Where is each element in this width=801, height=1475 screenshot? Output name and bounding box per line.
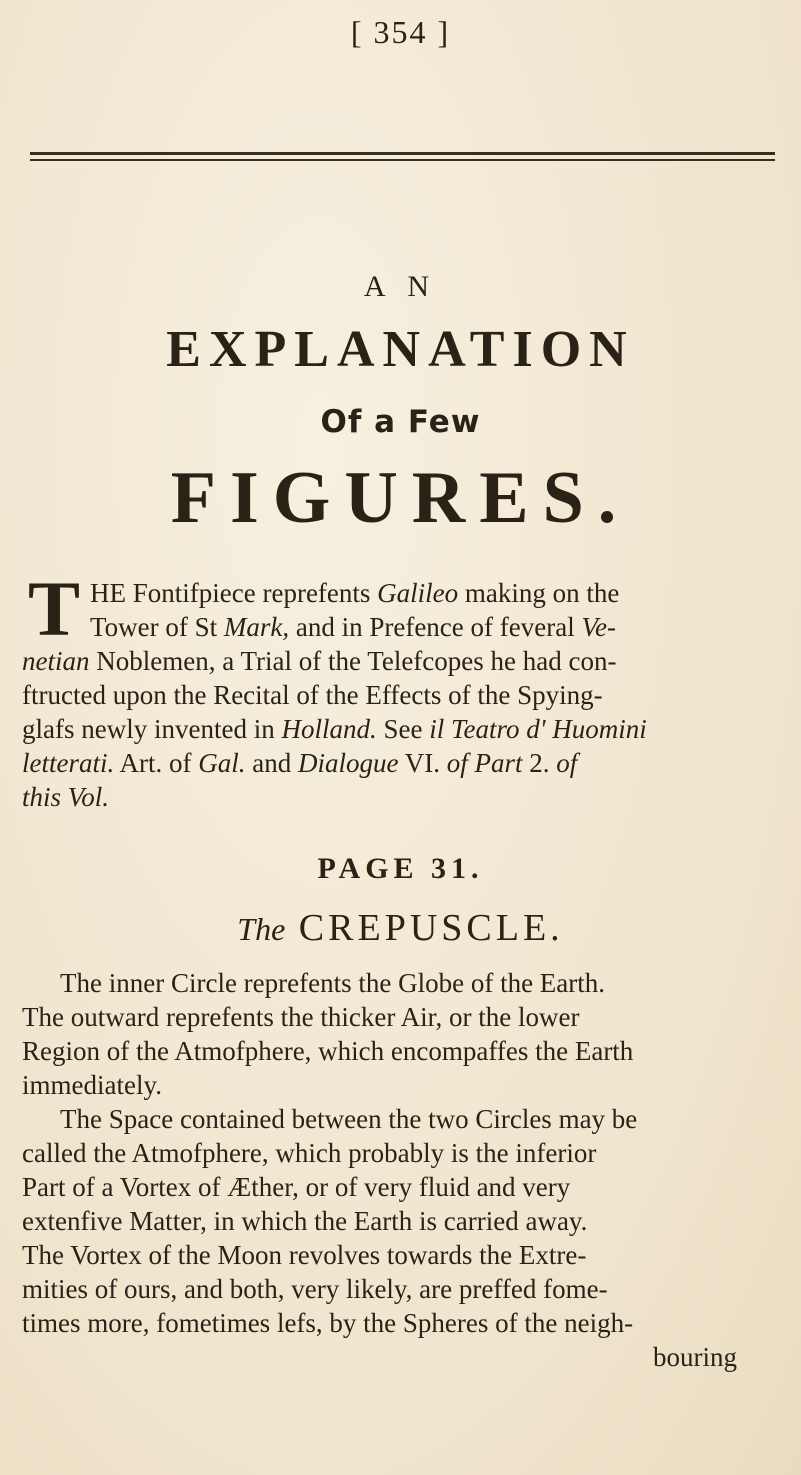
para1-line-5: glafs newly invented in Holland. See il Teatro d' Huomini (22, 714, 647, 744)
para2-line-7: Part of a Vortex of Æther, or of very fluid and very (22, 1172, 571, 1202)
header-rule-thick (30, 152, 775, 155)
para1-line-6: letterati. Art. of Gal. and Dialogue VI. of Part 2. of (22, 748, 578, 778)
para2-line-4: immediately. (22, 1070, 162, 1100)
para1-line-2: Tower of St Mark, and in Prefence of feveral Ve- (90, 612, 616, 642)
drop-cap: T (28, 565, 81, 652)
page-number: [ 354 ] (350, 14, 451, 50)
para1-line-1: HE Fontifpiece reprefents Galileo making on the (90, 578, 620, 608)
title-an: A N (363, 270, 438, 303)
para2-line-6: called the Atmofphere, which probably is the inferior (22, 1138, 597, 1168)
crepuscle-heading: The CREPUSCLE. (237, 907, 564, 949)
crepuscle-paragraph (22, 966, 777, 1374)
para2-line-2: The outward reprefents the thicker Air, or the lower (22, 1002, 580, 1032)
para2-line-5: The Space contained between the two Circles may be (60, 1104, 638, 1134)
para2-line-10: mities of ours, and both, very likely, are preffed fome- (22, 1274, 608, 1304)
title-figures: FIGURES. (170, 457, 631, 539)
para1-line-7: this Vol. (22, 782, 110, 812)
para2-line-8: extenfive Matter, in which the Earth is carried away. (22, 1206, 588, 1236)
frontispiece-paragraph (22, 565, 777, 814)
title-explanation: EXPLANATION (166, 321, 635, 378)
para1-line-3: netian Noblemen, a Trial of the Telefcopes he had con- (22, 646, 617, 676)
para1-line-4: ftructed upon the Recital of the Effects of the Spying- (22, 680, 603, 710)
para2-line-9: The Vortex of the Moon revolves towards the Extre- (22, 1240, 587, 1270)
para2-line-3: Region of the Atmofphere, which encompaffes the Earth (22, 1036, 634, 1066)
title-of-a-few: Of a Few (320, 404, 481, 440)
para2-line-1: The inner Circle reprefents the Globe of the Earth. (60, 968, 606, 998)
para2-line-11: times more, fometimes lefs, by the Spheres of the neigh- (22, 1308, 634, 1338)
page-reference: PAGE 31. (317, 852, 484, 885)
catchword: bouring (653, 1342, 737, 1372)
header-rule-thin (30, 159, 775, 161)
